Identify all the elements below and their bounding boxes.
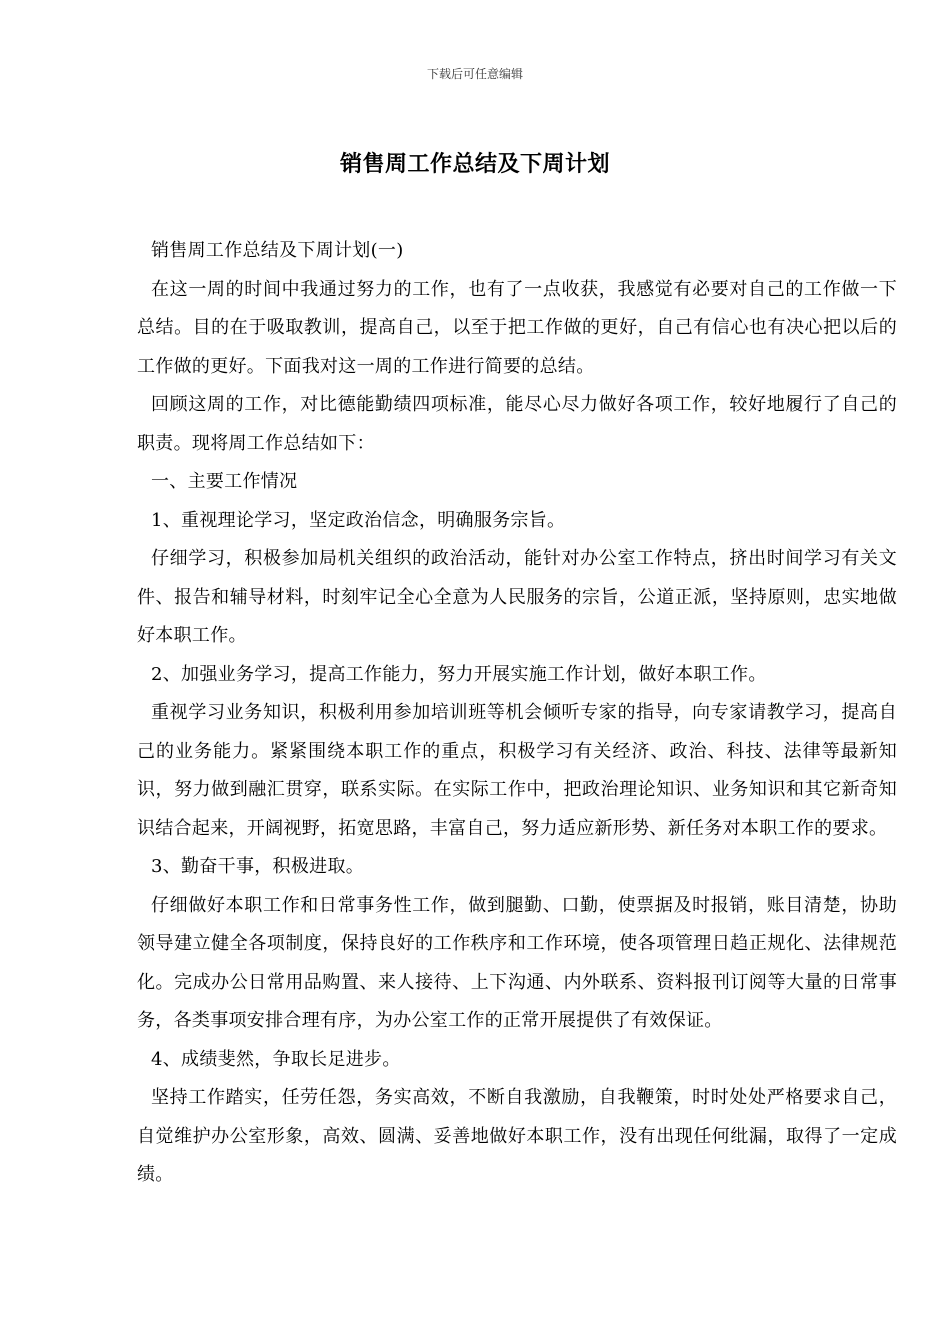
subsection-heading: 3、勤奋干事，积极进取。 — [151, 856, 365, 877]
subsection-heading: 2、加强业务学习，提高工作能力，努力开展实施工作计划，做好本职工作。 — [151, 663, 767, 685]
body-paragraph: 回顾这周的工作，对比德能勤绩四项标准，能尽心尽力做好各项工作，较好地履行了自己的职责。现将周工作总结如下： — [137, 394, 897, 454]
document-title: 销售周工作总结及下周计划 — [339, 152, 610, 177]
subsection-heading: 1、重视理论学习，坚定政治信念，明确服务宗旨。 — [151, 509, 566, 531]
section-heading: 一、主要工作情况 — [151, 471, 298, 492]
document-body — [137, 232, 897, 1195]
body-paragraph: 仔细做好本职工作和日常事务性工作，做到腿勤、口勤，使票据及时报销，账目清楚，协助领导建立健全各项制度，保持良好的工作秩序和工作环境，使各项管理日趋正规化、法律规范化。完成办公日常用品购置、来人接待、上下沟通、内外联系、资料报刊订阅等大量的日常事务，各类事项安排合理有序，为办公室工作的正常开展提供了有效保证。 — [137, 894, 897, 1031]
subsection-heading: 4、成绩斐然，争取长足进步。 — [151, 1048, 401, 1070]
body-paragraph: 仔细学习，积极参加局机关组织的政治活动，能针对办公室工作特点，挤出时间学习有关文件、报告和辅导材料，时刻牢记全心全意为人民服务的宗旨，公道正派，坚持原则，忠实地做好本职工作。 — [137, 548, 897, 646]
body-paragraph: 销售周工作总结及下周计划(一) — [151, 240, 404, 261]
body-paragraph: 重视学习业务知识，积极利用参加培训班等机会倾听专家的指导，向专家请教学习，提高自己的业务能力。紧紧围绕本职工作的重点，积极学习有关经济、政治、科技、法律等最新知识，努力做到融汇贯穿，联系实际。在实际工作中，把政治理论知识、业务知识和其它新奇知识结合起来，开阔视野，拓宽思路，丰富自己，努力适应新形势、新任务对本职工作的要求。 — [137, 702, 897, 839]
page-header-note: 下载后可任意编辑 — [426, 67, 523, 81]
body-paragraph: 坚持工作踏实，任劳任怨，务实高效，不断自我激励，自我鞭策，时时处处严格要求自己，自觉维护办公室形象，高效、圆满、妥善地做好本职工作，没有出现任何纰漏，取得了一定成绩。 — [137, 1087, 897, 1185]
body-paragraph: 在这一周的时间中我通过努力的工作，也有了一点收获，我感觉有必要对自己的工作做一下总结。目的在于吸取教训，提高自己，以至于把工作做的更好，自己有信心也有决心把以后的工作做的更好。下面我对这一周的工作进行简要的总结。 — [137, 278, 897, 377]
